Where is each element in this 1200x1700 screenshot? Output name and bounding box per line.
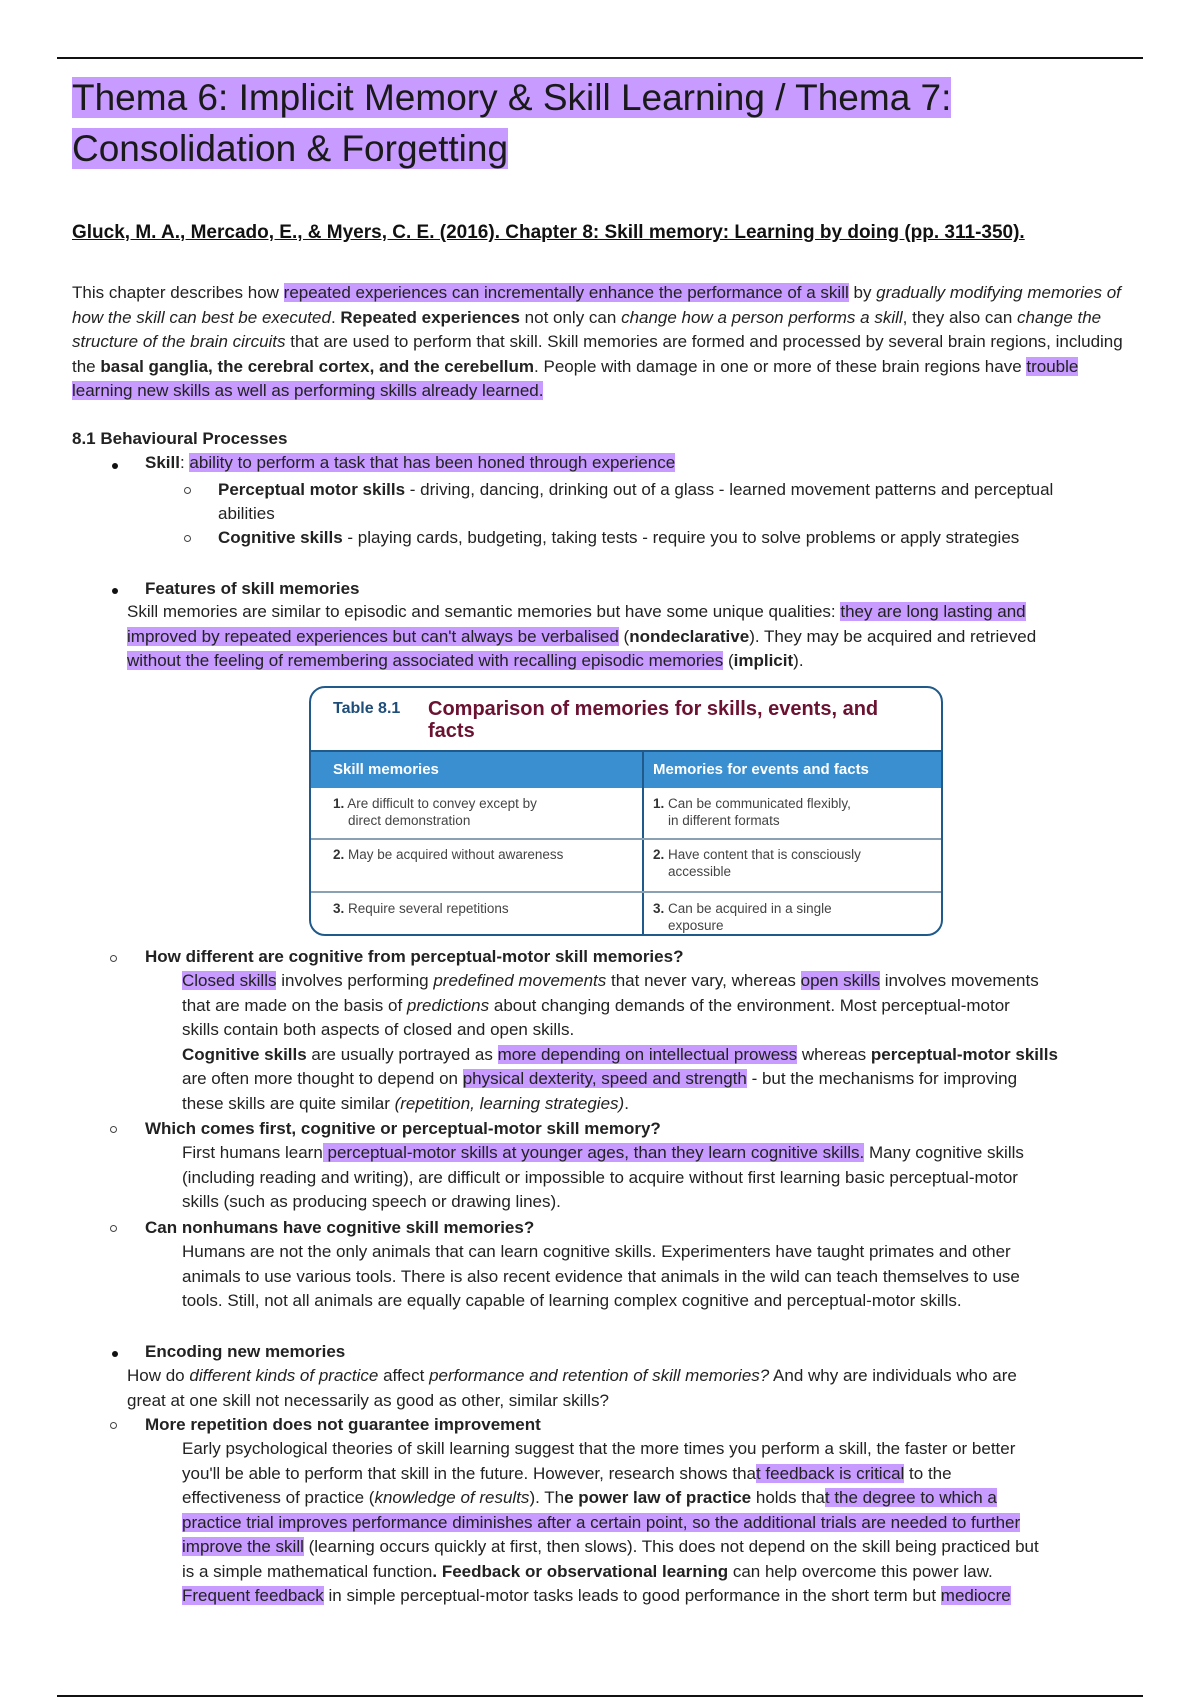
sub-bullet xyxy=(110,955,117,962)
table-row-line xyxy=(311,838,941,840)
page-title: Thema 6: Implicit Memory & Skill Learning / Thema 7: Consolidation & Forgetting xyxy=(72,77,952,169)
sub-bullet xyxy=(184,535,191,542)
bullet-dot xyxy=(112,1351,118,1357)
table-row-line xyxy=(311,891,941,893)
skill-definition: Skill: ability to perform a task that has been honed through experience xyxy=(145,453,676,472)
question-cognitive-vs-perceptual: How different are cognitive from perceptual-motor skill memories? xyxy=(145,947,684,966)
comparison-table xyxy=(309,686,943,936)
table-cell: 1. Are difficult to convey except by direct demonstration xyxy=(333,796,537,828)
table-cell: 3. Can be acquired in a single exposure xyxy=(653,901,832,933)
intro-paragraph: This chapter describes how repeated experiences can incrementally enhance the performance of a skill by gradually modifying memories of how the skill can best be executed. Repeated experiences not only can change how a person performs a skill, they also can change the structure of the brain circuits that are used to perform that skill. Skill memories are formed and processed by several brain regions, including the basal ganglia, the cerebral cortex, and the cerebellum. People with damage in one or more of these brain regions have trouble learning new skills as well as performing skills already learned. xyxy=(72,283,1123,400)
question-nonhumans: Can nonhumans have cognitive skill memories? xyxy=(145,1218,535,1237)
table-cell: 2. May be acquired without awareness xyxy=(333,847,564,862)
bullet-dot xyxy=(112,463,118,469)
citation: Gluck, M. A., Mercado, E., & Myers, C. E. (2016). Chapter 8: Skill memory: Learning by doing (pp. 311-350). xyxy=(72,222,1025,243)
sub-bullet xyxy=(110,1126,117,1133)
top-rule xyxy=(57,57,1143,59)
table-cell: 2. Have content that is consciously accessible xyxy=(653,847,861,879)
table-cell: 1. Can be communicated flexibly, in different formats xyxy=(653,796,851,828)
table-header-events: Memories for events and facts xyxy=(653,761,869,778)
table-divider xyxy=(642,750,644,936)
sub-bullet xyxy=(110,1422,117,1429)
answer-cognitive-vs-perceptual: Closed skills involves performing predefined movements that never vary, whereas open skills involves movements that are made on the basis of predictions about changing demands of the environment. Most perceptual-motor skills contain both aspects of closed and open skills. Cognitive skills are usually portrayed as more depending on intellectual prowess whereas perceptual-motor skills are often more thought to depend on physical dexterity, speed and strength - but the mechanisms for improving these skills are quite similar (repetition, learning strategies). xyxy=(182,971,1058,1113)
repetition-heading: More repetition does not guarantee improvement xyxy=(145,1415,541,1434)
table-caption: Table 8.1 xyxy=(333,700,401,717)
features-paragraph: Skill memories are similar to episodic and semantic memories but have some unique qualities: they are long lasting and improved by repeated experiences but can't always be verbalised (nondeclarative). They may be acquired and retrieved without the feeling of remembering associated with recalling episodic memories (implicit). xyxy=(127,602,1037,670)
answer-nonhumans: Humans are not the only animals that can learn cognitive skills. Experimenters have taught primates and other animals to use various tools. There is also recent evidence that animals in the wild can teach themselves to use tools. Still, not all animals are equally capable of learning complex cognitive and perceptual-motor skills. xyxy=(182,1242,1020,1310)
section-heading: 8.1 Behavioural Processes xyxy=(72,429,288,448)
table-title: Comparison of memories for skills, events, and facts xyxy=(428,698,879,742)
features-heading: Features of skill memories xyxy=(145,579,360,598)
encoding-paragraph: How do different kinds of practice affect performance and retention of skill memories? And why are individuals who are great at one skill not necessarily as good as other, similar skills? xyxy=(127,1366,1017,1410)
cognitive-skills: Cognitive skills - playing cards, budgeting, taking tests - require you to solve problems or apply strategies xyxy=(218,528,1020,547)
repetition-paragraph: Early psychological theories of skill learning suggest that the more times you perform a skill, the faster or better you'll be able to perform that skill in the future. However, research shows that feedback is critical to the effectiveness of practice (knowledge of results). The power law of practice holds that the degree to which a practice trial improves performance diminishes after a certain point, so the additional trials are needed to further improve the skill (learning occurs quickly at first, then slows). This does not depend on the skill being practiced but is a simple mathematical function. Feedback or observational learning can help overcome this power law. Frequent feedback in simple perceptual-motor tasks leads to good performance in the short term but mediocre xyxy=(182,1439,1039,1605)
table-header-row xyxy=(311,750,941,788)
table-cell: 3. Require several repetitions xyxy=(333,901,509,916)
bottom-rule xyxy=(57,1695,1143,1697)
table-header-skill: Skill memories xyxy=(333,761,439,778)
perceptual-motor-skills: Perceptual motor skills - driving, dancing, drinking out of a glass - learned movement patterns and perceptual abilities xyxy=(218,480,1054,523)
answer-which-first: First humans learn perceptual-motor skills at younger ages, than they learn cognitive skills. Many cognitive skills (including reading and writing), are difficult or impossible to acquire without first learning basic perceptual-motor skills (such as producing speech or drawing lines). xyxy=(182,1143,1024,1211)
sub-bullet xyxy=(184,487,191,494)
encoding-heading: Encoding new memories xyxy=(145,1342,346,1361)
sub-bullet xyxy=(110,1225,117,1232)
bullet-dot xyxy=(112,588,118,594)
question-which-first: Which comes first, cognitive or perceptual-motor skill memory? xyxy=(145,1119,661,1138)
